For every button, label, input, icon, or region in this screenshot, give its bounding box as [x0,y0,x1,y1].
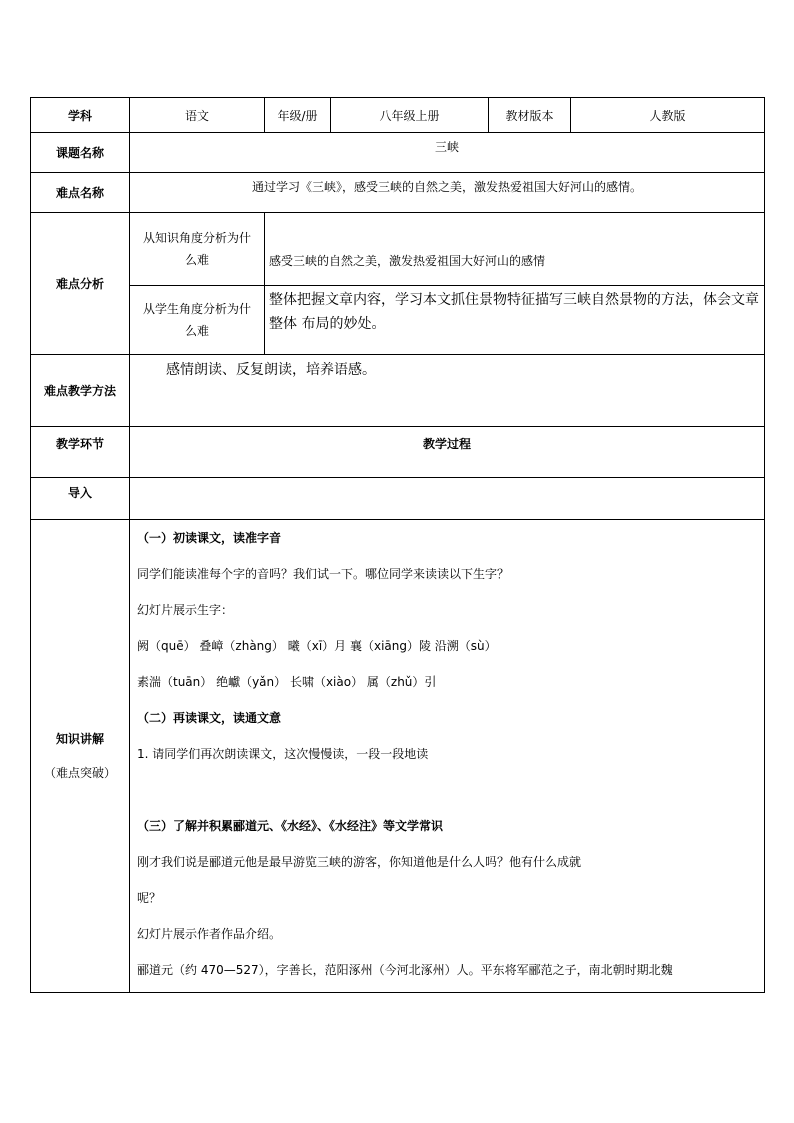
grade-value: 八年级上册 [331,98,489,133]
edition-label: 教材版本 [489,98,571,133]
difficulty-row [31,173,765,213]
knowledge-label-cell [31,520,130,993]
knowledge-paragraph: 呢？ [137,891,162,905]
subject-value: 语文 [130,98,265,133]
knowledge-paragraph: 刚才我们说是郦道元他是最早游览三峡的游客，你知道他是什么人吗？他有什么成就 [137,855,582,869]
analysis-student-value: 整体把握文章内容，学习本文抓住景物特征描写三峡自然景物的方法，体会文章整体 布局的妙处。 [265,286,765,355]
process-value: 教学过程 [130,427,765,478]
blank-line [130,772,764,808]
edition-value: 人教版 [571,98,765,133]
knowledge-paragraph: 幻灯片展示生字： [137,603,234,617]
intro-label: 导入 [31,478,130,520]
course-row [31,133,765,173]
analysis-student-label: 从学生角度分析为什么难 [130,286,265,355]
method-value: 感情朗读、反复朗读，培养语感。 [130,355,765,427]
knowledge-content [130,520,765,993]
knowledge-paragraph: 幻灯片展示作者作品介绍。 [137,927,282,941]
section-heading-3: （三）了解并积累郦道元、《水经》、《水经注》等文学常识 [137,819,444,833]
knowledge-paragraph: 同学们能读准每个字的音吗？我们试一下。哪位同学来读读以下生字？ [137,567,510,581]
author-introduction: 郦道元（约 470—527），字善长，范阳涿州（今河北涿州）人。平东将军郦范之子，南北朝时期北魏 [137,963,673,977]
vocabulary-line-2: 素湍（tuān） 绝巘（yǎn） 长啸（xiào） 属（zhǔ）引 [137,675,437,689]
header-row [31,98,765,133]
analysis-student-row [31,286,765,355]
grade-label: 年级/册 [265,98,331,133]
method-row [31,355,765,427]
difficulty-label: 难点名称 [31,173,130,213]
section-heading-1: （一）初读课文，读准字音 [137,531,282,545]
difficulty-value: 通过学习《三峡》，感受三峡的自然之美，激发热爱祖国大好河山的感情。 [130,173,765,213]
lesson-plan-table [30,97,765,993]
knowledge-sublabel: （难点突破） [43,766,116,780]
knowledge-paragraph: 1. 请同学们再次朗读课文，这次慢慢读，一段一段地读 [137,747,429,761]
section-heading-2: （二）再读课文，读通文意 [137,711,282,725]
intro-row [31,478,765,520]
intro-value [130,478,765,520]
analysis-knowledge-value: 感受三峡的自然之美，激发热爱祖国大好河山的感情 [265,213,765,286]
analysis-label: 难点分析 [31,213,130,355]
vocabulary-line-1: 阙（quē） 叠嶂（zhàng） 曦（xī）月 襄（xiāng）陵 沿溯（sù） [137,639,497,653]
knowledge-label: 知识讲解 [55,732,104,746]
process-row [31,427,765,478]
analysis-knowledge-row [31,213,765,286]
subject-label: 学科 [31,98,130,133]
method-label: 难点教学方法 [31,355,130,427]
analysis-knowledge-label: 从知识角度分析为什么难 [130,213,265,286]
process-label: 教学环节 [31,427,130,478]
course-label: 课题名称 [31,133,130,173]
knowledge-row [31,520,765,993]
course-value: 三峡 [130,133,765,173]
